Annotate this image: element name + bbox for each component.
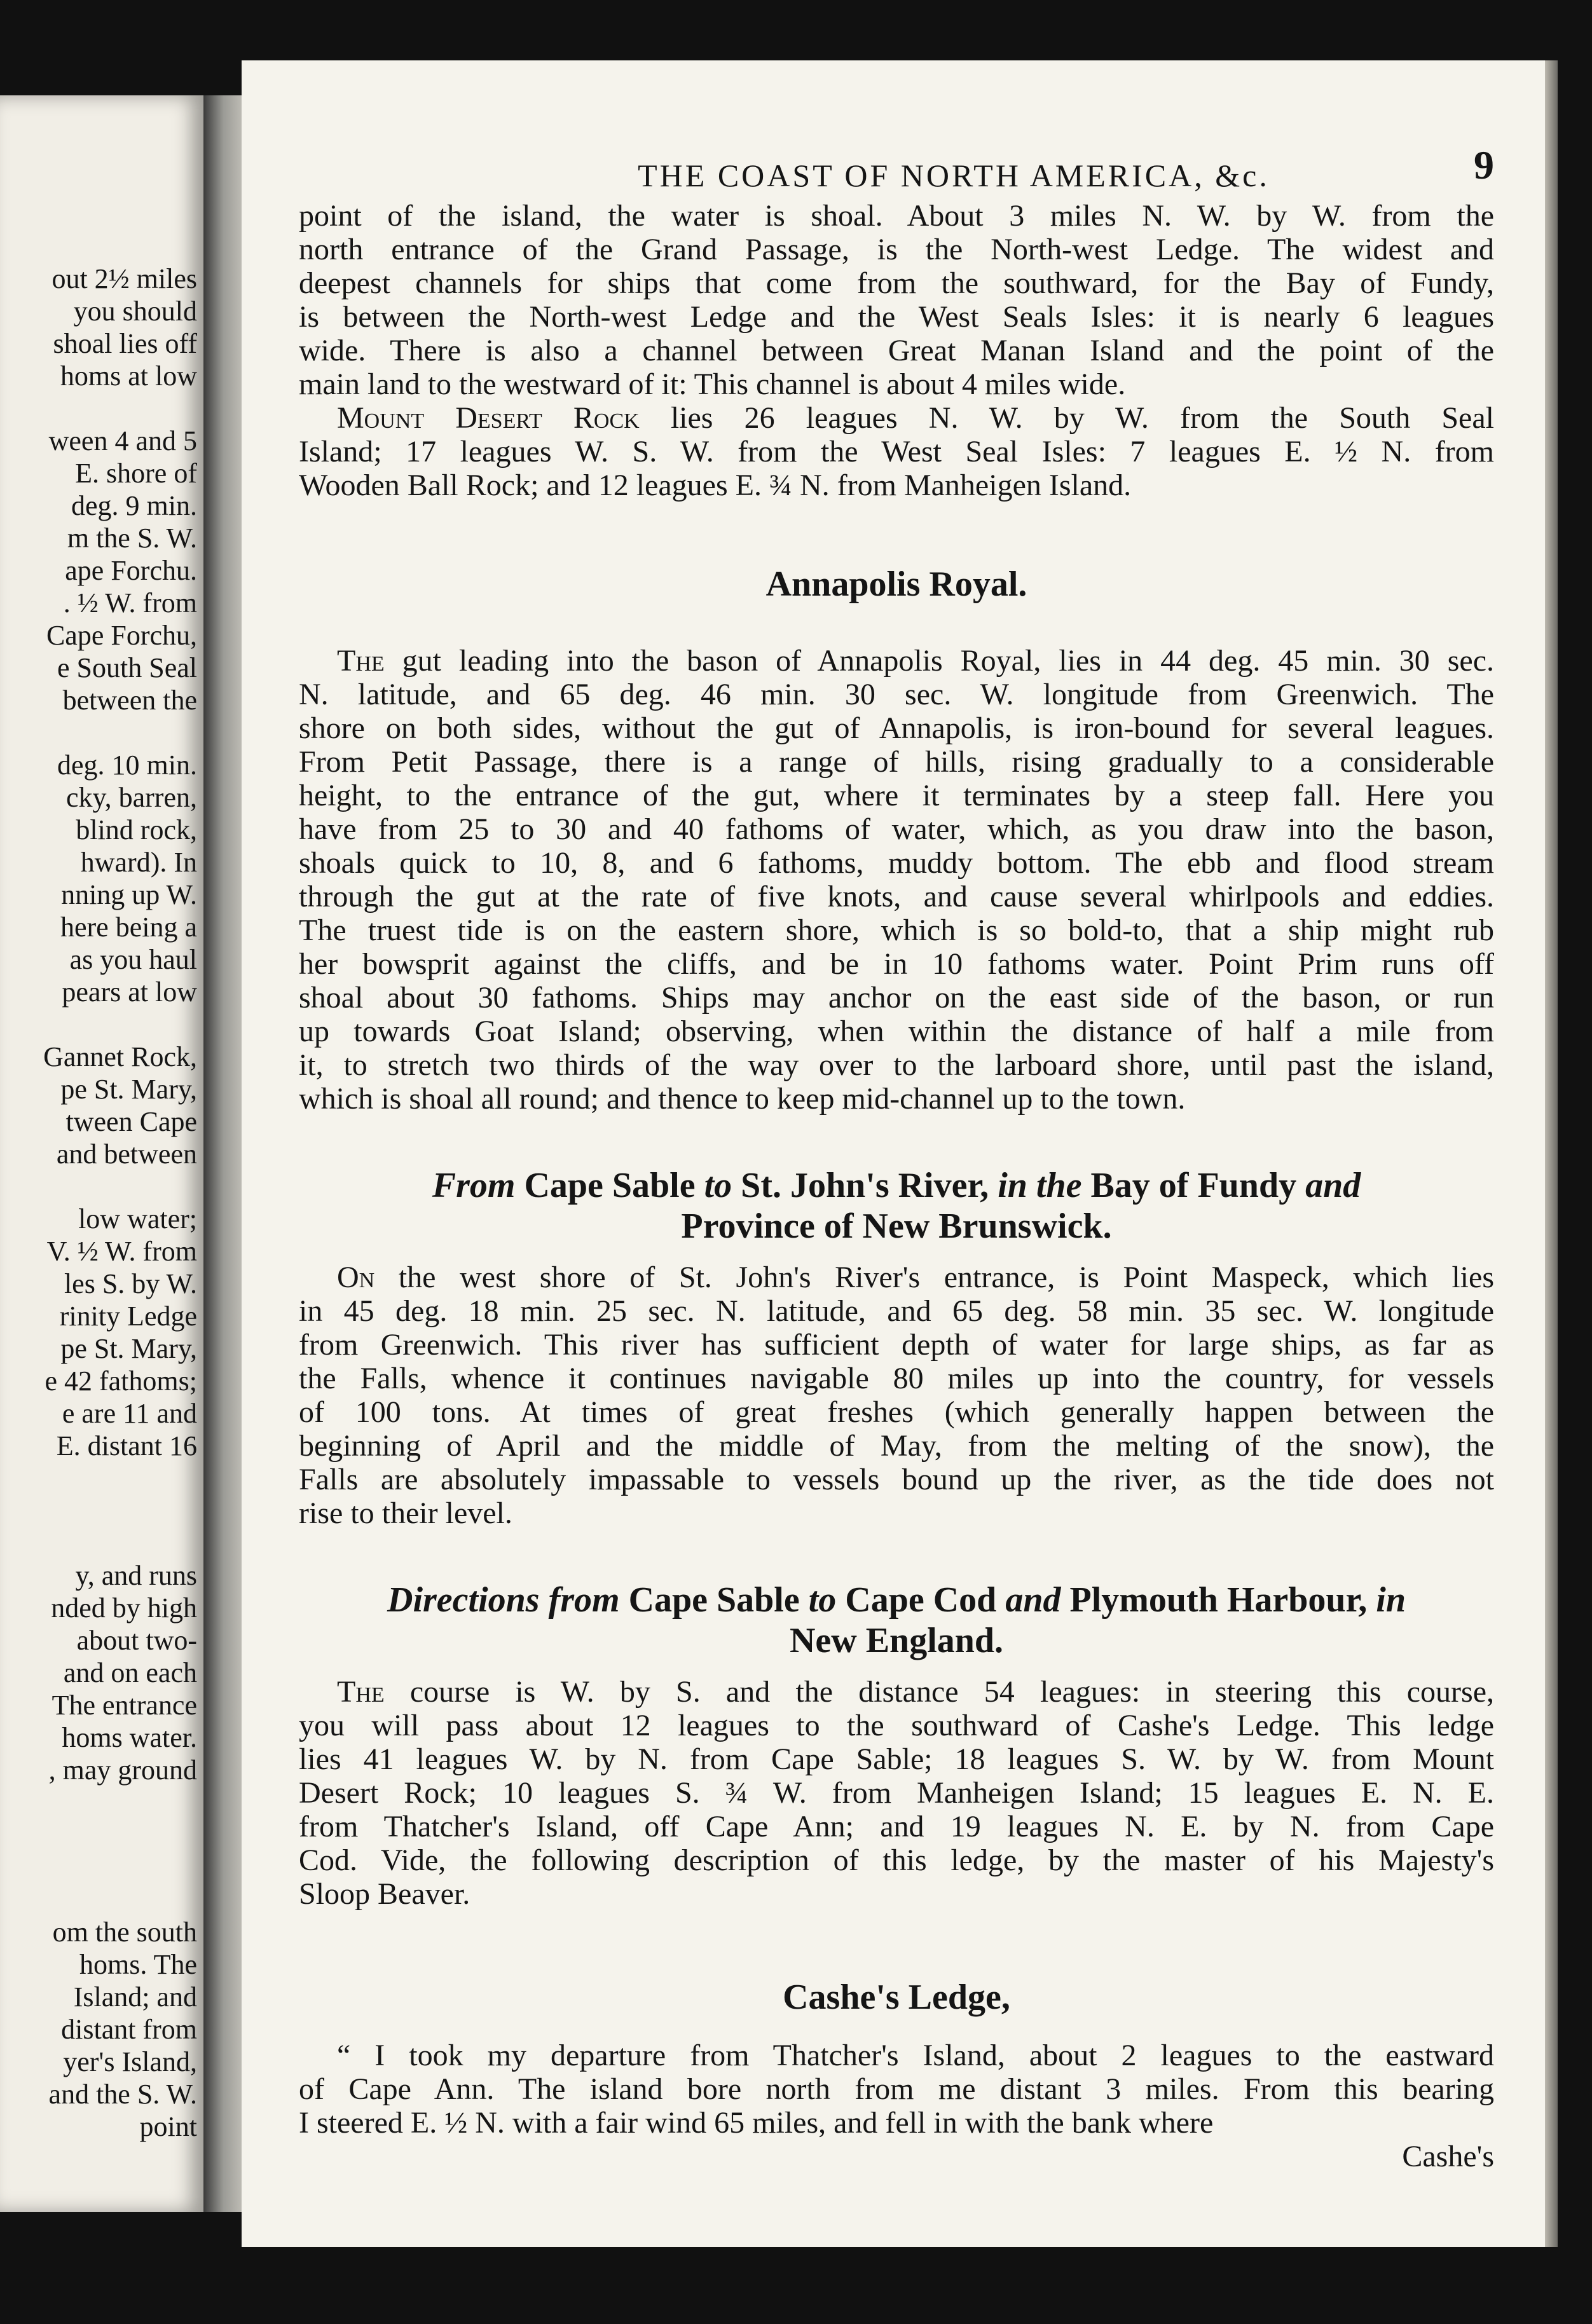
text-line: shoals quick to 10, 8, and 6 fathoms, muddy bottom. The ebb and flood stream xyxy=(299,846,1494,880)
left-page xyxy=(0,95,203,2212)
left-page-fragment: les S. by W. xyxy=(64,1269,197,1299)
annapolis-paragraph xyxy=(299,644,1494,1116)
heading-annapolis-royal: Annapolis Royal. xyxy=(765,564,1027,604)
heading-st-johns-river xyxy=(299,1165,1494,1247)
text-line: From Petit Passage, there is a range of hills, rising gradually to a considerable xyxy=(299,745,1494,779)
left-page-fragment: e South Seal xyxy=(57,653,197,683)
left-page-fragment: y, and runs xyxy=(75,1561,197,1591)
left-page-fragment: om the south xyxy=(52,1917,197,1948)
left-page-fragment: shoal lies off xyxy=(53,329,197,359)
text-line: north entrance of the Grand Passage, is the North-west Ledge. The widest and xyxy=(299,233,1494,266)
left-page-fragment: e 42 fathoms; xyxy=(45,1366,197,1397)
mount-desert-line xyxy=(299,401,1494,435)
text-line: wide. There is also a channel between Great Manan Island and the point of the xyxy=(299,334,1494,367)
text-span: lies 26 leagues N. W. by W. from the South Seal xyxy=(639,401,1494,435)
heading-line: New England. xyxy=(789,1621,1004,1660)
heading-span: St. John's River, xyxy=(732,1166,998,1205)
text-span: the west shore of St. John's River's entrance, is Point Maspeck, which lies xyxy=(374,1261,1494,1294)
left-page-fragment: out 2½ miles xyxy=(51,264,197,294)
left-page-fragment: nded by high xyxy=(51,1593,197,1623)
text-line: lies 41 leagues W. by N. from Cape Sable; 18 leagues S. W. by W. from Mount xyxy=(299,1742,1494,1776)
cape-cod-paragraph xyxy=(299,1675,1494,1911)
left-page-fragment: e are 11 and xyxy=(62,1398,197,1429)
heading-cashes-ledge: Cashe's Ledge, xyxy=(783,1978,1010,2017)
left-page-fragment: and between xyxy=(56,1139,197,1170)
text-line: have from 25 to 30 and 40 fathoms of water, which, as you draw into the bason, xyxy=(299,812,1494,846)
heading-span: Cape Cod xyxy=(836,1580,1006,1620)
text-span: course is W. by S. and the distance 54 leagues: in steering this course, xyxy=(384,1675,1494,1709)
text-line: of 100 tons. At times of great freshes (which generally happen between the xyxy=(299,1395,1494,1429)
running-title-etc: &c. xyxy=(1215,158,1270,193)
heading-span: Bay of Fundy xyxy=(1081,1166,1306,1205)
text-line: shore on both sides, without the gut of Annapolis, is iron-bound for several leagues. xyxy=(299,711,1494,745)
left-page-fragment: pe St. Mary, xyxy=(60,1074,197,1105)
heading-italic: From xyxy=(432,1166,516,1205)
heading-italic: to xyxy=(808,1580,837,1620)
heading-italic: Directions from xyxy=(387,1580,620,1620)
text-line: up towards Goat Island; observing, when within the distance of half a mile from xyxy=(299,1015,1494,1048)
left-page-fragment: distant from xyxy=(61,2014,197,2045)
left-page-fragment: Island; and xyxy=(73,1982,197,2013)
left-page-fragment: V. ½ W. from xyxy=(46,1236,197,1267)
left-page-fragment: Cape Forchu, xyxy=(46,620,197,651)
left-page-fragment: E. shore of xyxy=(75,458,197,489)
heading-line xyxy=(299,1165,1494,1206)
text-line: you will pass about 12 leagues to the southward of Cashe's Ledge. This ledge xyxy=(299,1709,1494,1742)
left-page-fragment: as you haul xyxy=(69,945,197,975)
heading-italic: and xyxy=(1305,1166,1361,1205)
continuation-paragraph xyxy=(299,199,1494,502)
left-page-fragment: homs at low xyxy=(60,361,197,392)
right-page xyxy=(242,60,1547,2247)
text-line: from Greenwich. This river has sufficient depth of water for large ships, as far as xyxy=(299,1328,1494,1362)
left-page-fragment: you should xyxy=(73,296,197,327)
catchword: Cashe's xyxy=(1402,2140,1494,2173)
left-page-fragment: about two- xyxy=(76,1625,197,1656)
page-number: 9 xyxy=(1474,142,1494,188)
left-page-fragment: ape Forchu. xyxy=(65,556,197,586)
left-page-fragment: yer's Island, xyxy=(63,2047,197,2077)
heading-span: Plymouth Harbour, xyxy=(1060,1580,1376,1620)
left-page-fragment: between the xyxy=(62,685,197,716)
page-edge xyxy=(1545,60,1558,2247)
text-line: the Falls, whence it continues navigable 80 miles up into the country, for vessels xyxy=(299,1362,1494,1395)
text-line: which is shoal all round; and thence to keep mid-channel up to the town. xyxy=(299,1082,1186,1116)
left-page-fragment: pe St. Mary, xyxy=(60,1334,197,1364)
heading-span: Cape Sable xyxy=(619,1580,809,1620)
text-line: point of the island, the water is shoal. About 3 miles N. W. by W. from the xyxy=(299,199,1494,233)
lead-word: The xyxy=(337,644,385,678)
left-page-fragment: . ½ W. from xyxy=(63,588,197,619)
left-page-fragment: deg. 10 min. xyxy=(57,750,197,781)
text-line: height, to the entrance of the gut, where it terminates by a steep fall. Here you xyxy=(299,779,1494,812)
text-line xyxy=(299,1675,1494,1709)
lead-word: On xyxy=(337,1261,375,1294)
text-line: Sloop Beaver. xyxy=(299,1877,470,1911)
text-line: main land to the westward of it: This channel is about 4 miles wide. xyxy=(299,367,1126,401)
heading-line xyxy=(299,1580,1494,1620)
text-line: “ I took my departure from Thatcher's Island, about 2 leagues to the eastward xyxy=(337,2039,1494,2072)
text-line: I steered E. ½ N. with a fair wind 65 miles, and fell in with the bank where xyxy=(299,2106,1214,2140)
left-page-fragment: m the S. W. xyxy=(67,523,197,554)
left-page-fragment: deg. 9 min. xyxy=(71,491,197,521)
st-johns-paragraph xyxy=(299,1261,1494,1530)
left-page-fragment: Gannet Rock, xyxy=(43,1042,197,1072)
text-line: through the gut at the rate of five knots, and cause several whirlpools and eddies. xyxy=(299,880,1494,913)
heading-italic: in xyxy=(1376,1580,1406,1620)
text-line: is between the North-west Ledge and the West Seals Isles: it is nearly 6 leagues xyxy=(299,300,1494,334)
text-line: Island; 17 leagues W. S. W. from the West Seal Isles: 7 leagues E. ½ N. from xyxy=(299,435,1494,468)
left-page-fragment: pears at low xyxy=(62,977,197,1008)
text-line: rise to their level. xyxy=(299,1496,512,1530)
left-page-fragment: E. distant 16 xyxy=(56,1431,197,1461)
text-line: deepest channels for ships that come from the southward, for the Bay of Fundy, xyxy=(299,266,1494,300)
running-title: THE COAST OF NORTH AMERICA, xyxy=(638,158,1205,193)
heading-line: Province of New Brunswick. xyxy=(681,1206,1112,1246)
left-page-fragment: here being a xyxy=(60,912,197,943)
text-line: shoal about 30 fathoms. Ships may anchor on the east side of the bason, or run xyxy=(299,981,1494,1015)
heading-italic: in the xyxy=(998,1166,1082,1205)
heading-italic: and xyxy=(1005,1580,1061,1620)
text-line: The truest tide is on the eastern shore, which is so bold-to, that a ship might rub xyxy=(299,913,1494,947)
left-page-fragment: cky, barren, xyxy=(65,783,197,813)
left-page-fragment: and on each xyxy=(63,1658,197,1688)
lead-word: The xyxy=(337,1675,385,1709)
text-line: Cod. Vide, the following description of this ledge, by the master of his Majesty's xyxy=(299,1843,1494,1877)
text-span: gut leading into the bason of Annapolis Royal, lies in 44 deg. 45 min. 30 sec. xyxy=(384,644,1494,678)
cashes-paragraph xyxy=(299,2039,1494,2173)
text-line: Wooden Ball Rock; and 12 leagues E. ¾ N. from Manheigen Island. xyxy=(299,468,1132,502)
left-page-fragment: hward). In xyxy=(80,847,197,878)
left-page-fragment: point xyxy=(139,2112,197,2142)
heading-cape-cod xyxy=(299,1580,1494,1661)
text-line: of Cape Ann. The island bore north from me distant 3 miles. From this bearing xyxy=(299,2072,1494,2106)
heading-span: Cape Sable xyxy=(515,1166,704,1205)
text-line: from Thatcher's Island, off Cape Ann; and 19 leagues N. E. by N. from Cape xyxy=(299,1810,1494,1843)
left-page-fragment: and the S. W. xyxy=(48,2079,197,2110)
text-line: it, to stretch two thirds of the way over to the larboard shore, until past the island, xyxy=(299,1048,1494,1082)
left-page-fragment: ween 4 and 5 xyxy=(48,426,197,456)
left-page-fragment: The entrance xyxy=(51,1690,197,1721)
mount-desert-name: Mount Desert Rock xyxy=(337,401,640,435)
text-line xyxy=(299,644,1494,678)
text-line: N. latitude, and 65 deg. 46 min. 30 sec. W. longitude from Greenwich. The xyxy=(299,678,1494,711)
text-line: beginning of April and the middle of May, from the melting of the snow), the xyxy=(299,1429,1494,1463)
left-page-fragment: rinity Ledge xyxy=(59,1301,197,1332)
left-page-fragment: homs. The xyxy=(79,1950,197,1980)
text-line: Desert Rock; 10 leagues S. ¾ W. from Manheigen Island; 15 leagues E. N. E. xyxy=(299,1776,1494,1810)
left-page-fragment: blind rock, xyxy=(76,815,197,845)
text-line: her bowsprit against the cliffs, and be in 10 fathoms water. Point Prim runs off xyxy=(299,947,1494,981)
left-page-fragment: low water; xyxy=(78,1204,197,1234)
text-line: in 45 deg. 18 min. 25 sec. N. latitude, and 65 deg. 58 min. 35 sec. W. longitude xyxy=(299,1294,1494,1328)
left-page-fragment: homs water. xyxy=(62,1723,197,1753)
text-line: Falls are absolutely impassable to vessels bound up the river, as the tide does not xyxy=(299,1463,1494,1496)
heading-italic: to xyxy=(704,1166,732,1205)
left-page-fragment: nning up W. xyxy=(61,880,197,910)
left-page-fragment: tween Cape xyxy=(65,1107,197,1137)
text-line xyxy=(299,1261,1494,1294)
running-head xyxy=(470,157,1437,194)
left-page-fragment: , may ground xyxy=(48,1755,197,1786)
